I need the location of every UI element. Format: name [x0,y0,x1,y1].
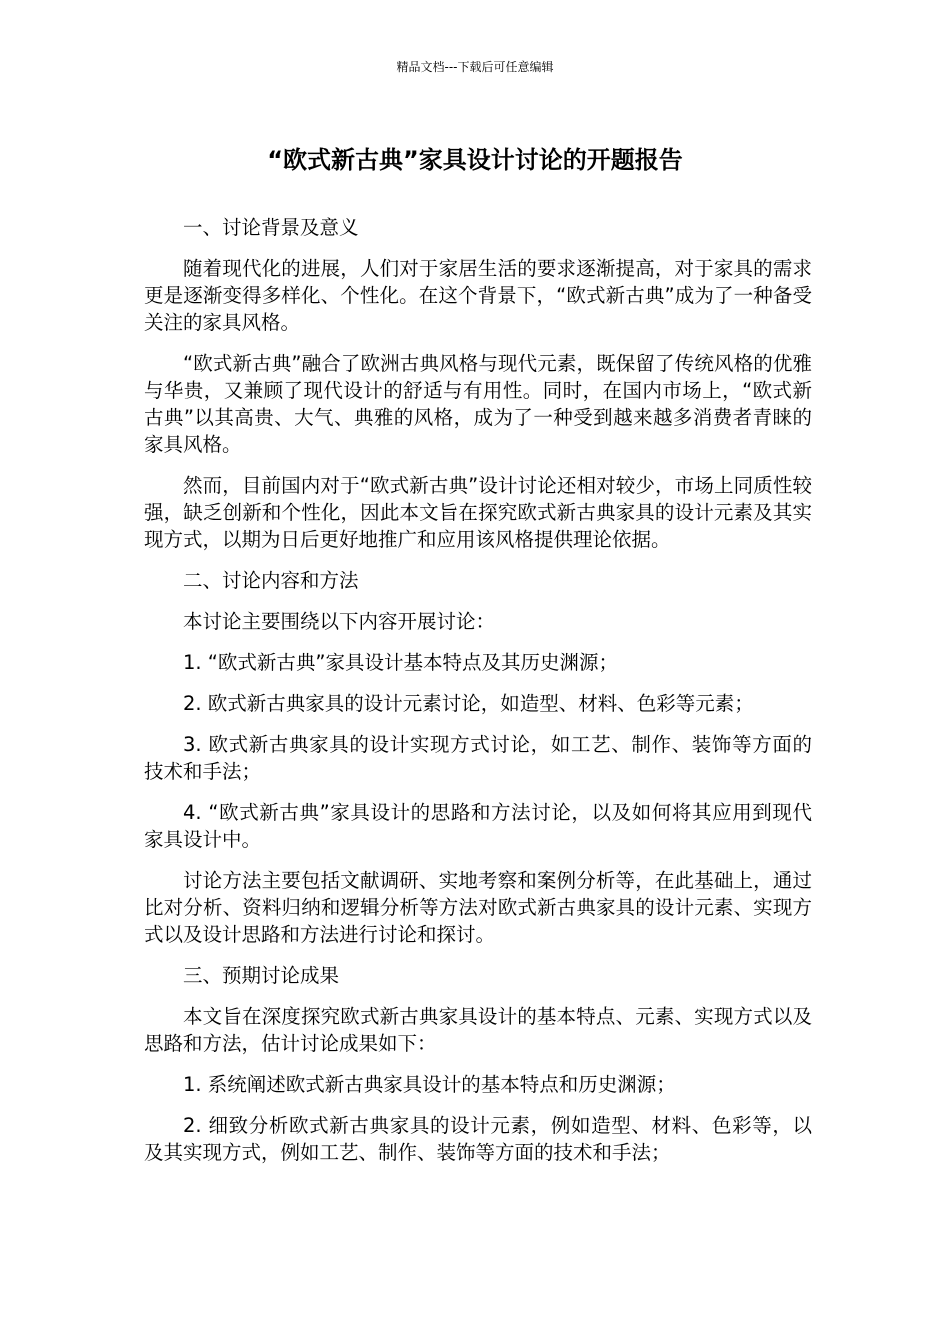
list-item: 2. 欧式新古典家具的设计元素讨论，如造型、材料、色彩等元素； [183,692,754,715]
paragraph: 随着现代化的进展，人们对于家居生活的要求逐渐提高，对于家具的需求更是逐渐变得多样化、个性化。在这个背景下，“欧式新古典”成为了一种备受关注的家具风格。 [144,257,812,334]
paragraph: “欧式新古典”融合了欧洲古典风格与现代元素，既保留了传统风格的优雅与华贵，又兼顾了现代设计的舒适与有用性。同时，在国内市场上，“欧式新古典”以其高贵、大气、典雅的风格，成为了一种受到越来越多消费者青睐的家具风格。 [144,352,812,456]
list-item: 2. 细致分析欧式新古典家具的设计元素，例如造型、材料、色彩等，以及其实现方式，例如工艺、制作、装饰等方面的技术和手法； [144,1114,812,1164]
list-item: 4. “欧式新古典”家具设计的思路和方法讨论，以及如何将其应用到现代家具设计中。 [144,801,812,851]
paragraph: 讨论方法主要包括文献调研、实地考察和案例分析等，在此基础上，通过比对分析、资料归纳和逻辑分析等方法对欧式新古典家具的设计元素、实现方式以及设计思路和方法进行讨论和探讨。 [144,869,812,946]
paragraph: 然而，目前国内对于“欧式新古典”设计讨论还相对较少，市场上同质性较强，缺乏创新和个性化，因此本文旨在探究欧式新古典家具的设计元素及其实现方式，以期为日后更好地推广和应用该风格提供理论依据。 [144,474,812,551]
list-item: 1. 系统阐述欧式新古典家具设计的基本特点和历史渊源； [183,1073,676,1096]
paragraph: 本讨论主要围绕以下内容开展讨论： [183,610,496,633]
header-note: 精品文档---下载后可任意编辑 [396,60,554,74]
list-item: 1. “欧式新古典”家具设计基本特点及其历史渊源； [183,651,619,674]
paragraph: 本文旨在深度探究欧式新古典家具设计的基本特点、元素、实现方式以及思路和方法，估计讨论成果如下： [144,1005,812,1055]
section-heading-2: 二、讨论内容和方法 [183,569,359,592]
document-body [144,214,812,1180]
section-heading-1: 一、讨论背景及意义 [183,216,359,239]
section-heading-3: 三、预期讨论成果 [183,964,340,987]
document-title: “欧式新古典”家具设计讨论的开题报告 [267,146,683,174]
list-item: 3. 欧式新古典家具的设计实现方式讨论，如工艺、制作、装饰等方面的技术和手法； [144,733,812,783]
